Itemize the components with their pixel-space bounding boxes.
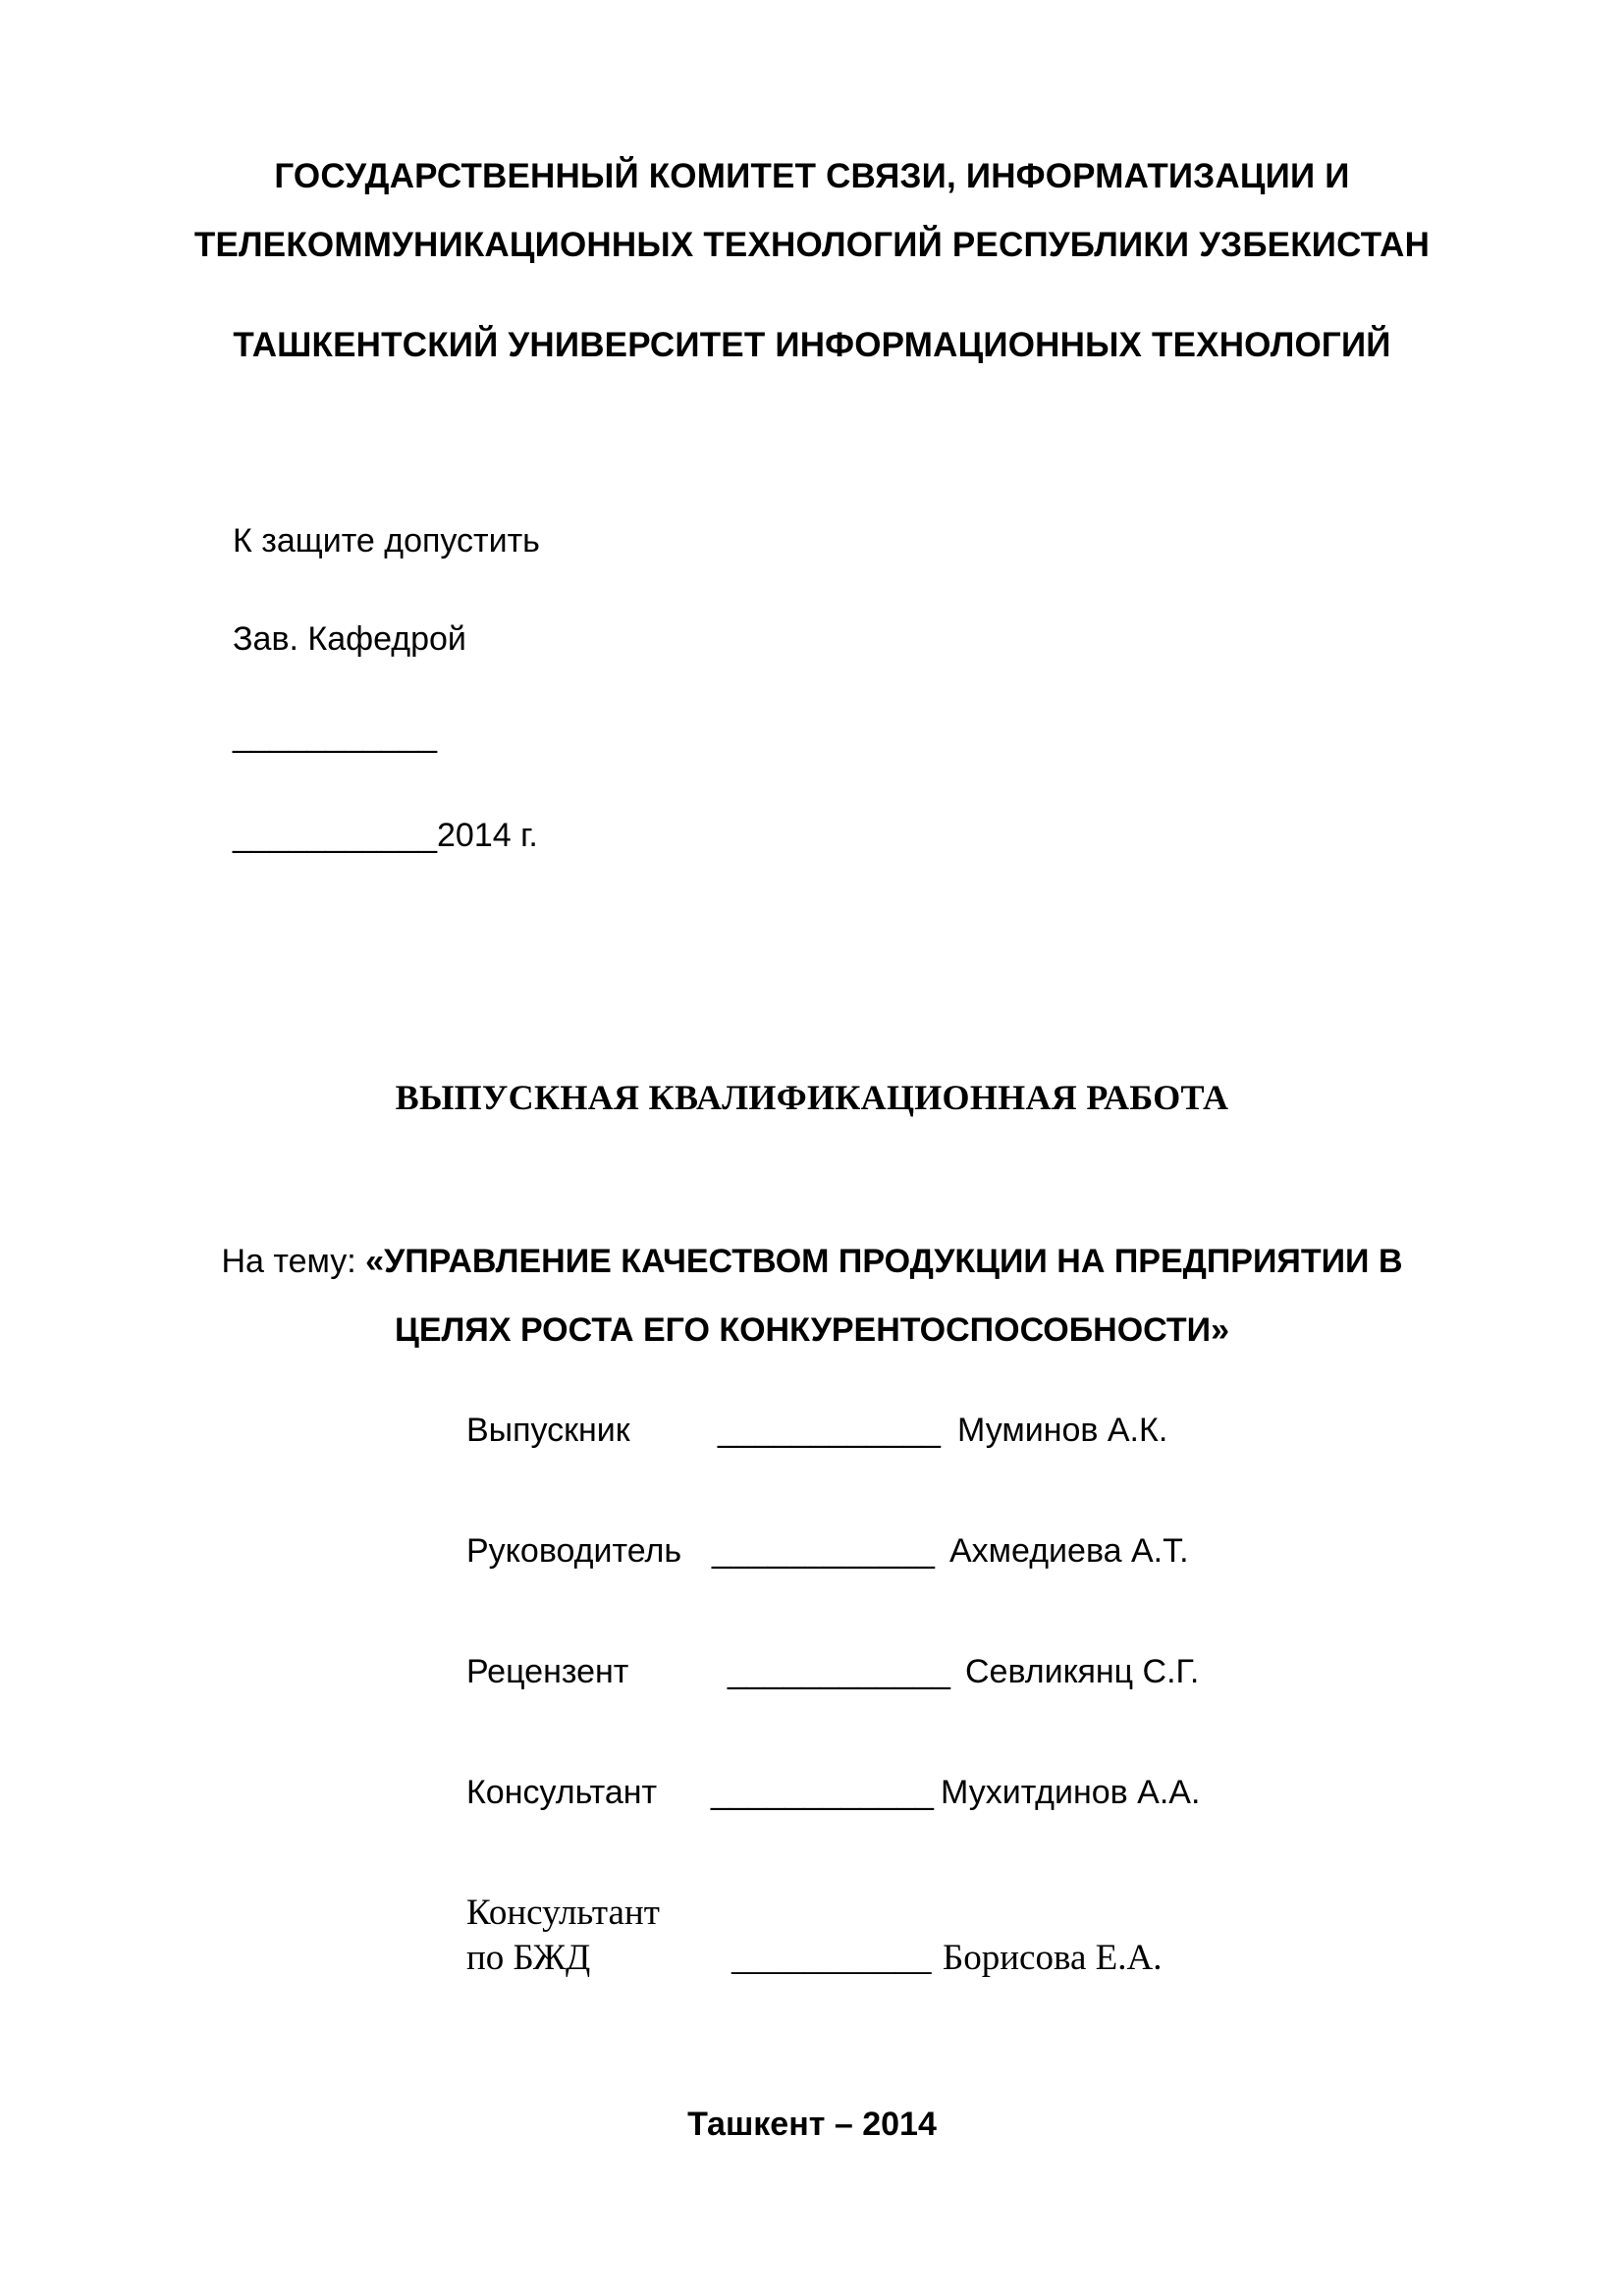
signature-name: Севликянц С.Г.	[965, 1653, 1200, 1690]
signature-name: Муминов А.К.	[957, 1412, 1168, 1449]
approval-signature-blank: ___________	[233, 717, 438, 754]
approval-admit-text: К защите допустить	[233, 522, 540, 560]
topic-title-part-1: «УПРАВЛЕНИЕ КАЧЕСТВОМ ПРОДУКЦИИ НА ПРЕДПРИЯТИИ В	[365, 1243, 1403, 1280]
signature-name: Ахмедиева А.Т.	[949, 1532, 1189, 1570]
signature-blank: ____________	[728, 1653, 950, 1690]
signature-blank: ___________	[731, 1938, 932, 1978]
approval-date-line: ___________2014 г.	[233, 817, 538, 854]
org-header-line-2: ТЕЛЕКОММУНИКАЦИОННЫХ ТЕХНОЛОГИЙ РЕСПУБЛИКИ УЗБЕКИСТАН	[193, 226, 1431, 264]
bzhd-role-line-2: по БЖД	[466, 1938, 591, 1978]
approval-head-of-department: Зав. Кафедрой	[233, 620, 466, 658]
signature-blank: ____________	[712, 1532, 935, 1570]
org-header-line-1: ГОСУДАРСТВЕННЫЙ КОМИТЕТ СВЯЗИ, ИНФОРМАТИЗАЦИИ И	[274, 157, 1350, 195]
university-name: ТАШКЕНТСКИЙ УНИВЕРСИТЕТ ИНФОРМАЦИОННЫХ ТЕХНОЛОГИЙ	[233, 326, 1391, 364]
topic-line-1	[0, 1243, 1624, 1281]
signature-name: Мухитдинов А.А.	[941, 1774, 1201, 1811]
signature-blank: ____________	[711, 1774, 934, 1811]
footer-city-year: Ташкент – 2014	[687, 2106, 937, 2143]
topic-line-2	[0, 1311, 1624, 1350]
signature-name: Борисова Е.А.	[943, 1938, 1163, 1978]
signature-role: Выпускник	[466, 1412, 630, 1449]
work-title: ВЫПУСКНАЯ КВАЛИФИКАЦИОННАЯ РАБОТА	[395, 1078, 1229, 1117]
bzhd-role-line-1: Консультант	[466, 1893, 660, 1933]
topic-title-part-2: ЦЕЛЯХ РОСТА ЕГО КОНКУРЕНТОСПОСОБНОСТИ»	[395, 1311, 1229, 1349]
topic-prefix: На тему:	[221, 1243, 366, 1280]
signature-blank: ____________	[718, 1412, 941, 1449]
signature-role: Рецензент	[466, 1653, 629, 1690]
signature-role: Консультант	[466, 1774, 658, 1811]
signature-role: Руководитель	[466, 1532, 682, 1570]
